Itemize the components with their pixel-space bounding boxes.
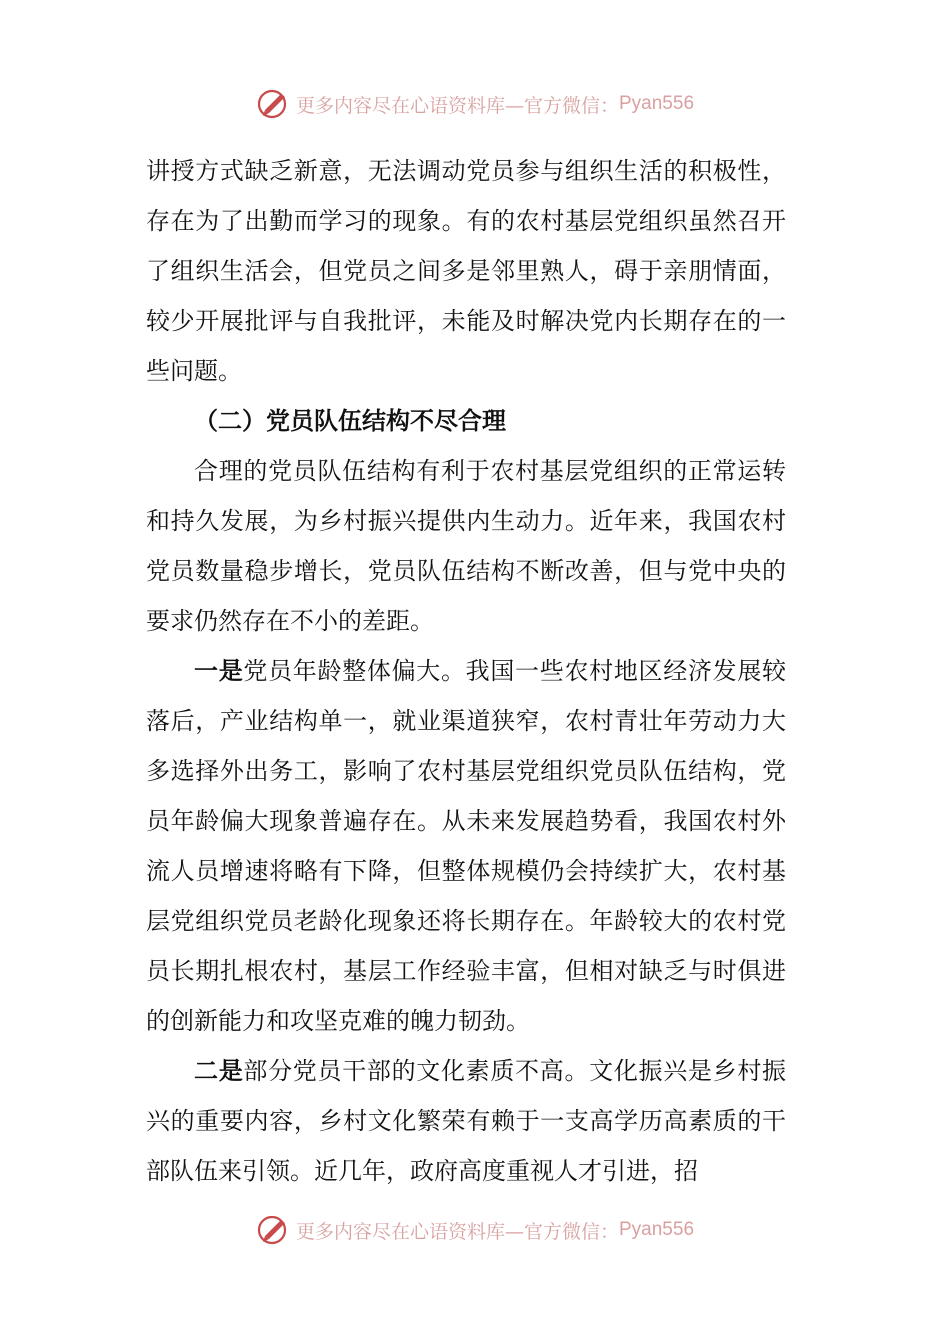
paragraph-point-one <box>146 646 786 1046</box>
header-watermark-text: 更多内容尽在心语资料库—官方微信： <box>295 94 619 117</box>
footer-watermark <box>0 1210 950 1250</box>
point-two-text: 部分党员干部的文化素质不高。文化振兴是乡村振兴的重要内容，乡村文化繁荣有赖于一支高学历高素质的干部队伍来引领。近几年，政府高度重视人才引进，招 <box>146 1057 787 1185</box>
footer-wechat-id: Pyan556 <box>619 1219 695 1240</box>
point-two-lead: 二是 <box>194 1057 244 1085</box>
paragraph-intro: 合理的党员队伍结构有利于农村基层党组织的正常运转和持久发展，为乡村振兴提供内生动力。近年来，我国农村党员数量稳步增长，党员队伍结构不断改善，但与党中央的要求仍然存在不小的差距。 <box>146 457 786 635</box>
pen-seal-icon <box>256 1212 292 1248</box>
section-heading: （二）党员队伍结构不尽合理 <box>194 407 506 435</box>
pen-seal-icon <box>256 86 292 122</box>
document-body <box>146 146 786 1196</box>
point-one-text: 党员年龄整体偏大。我国一些农村地区经济发展较落后，产业结构单一，就业渠道狭窄，农村青壮年劳动力大多选择外出务工，影响了农村基层党组织党员队伍结构，党员年龄偏大现象普遍存在。从未来发展趋势看，我国农村外流人员增速将略有下降，但整体规模仍会持续扩大，农村基层党组织党员老龄化现象还将长期存在。年龄较大的农村党员长期扎根农村，基层工作经验丰富，但相对缺乏与时俱进的创新能力和攻坚克难的魄力韧劲。 <box>146 657 787 1035</box>
paragraph-point-two <box>146 1046 786 1196</box>
footer-watermark-text: 更多内容尽在心语资料库—官方微信： <box>295 1220 619 1243</box>
header-wechat-id: Pyan556 <box>619 93 695 114</box>
paragraph-continued: 讲授方式缺乏新意，无法调动党员参与组织生活的积极性，存在为了出勤而学习的现象。有的农村基层党组织虽然召开了组织生活会，但党员之间多是邻里熟人，碍于亲朋情面，较少开展批评与自我批评，未能及时解决党内长期存在的一些问题。 <box>146 157 786 385</box>
point-one-lead: 一是 <box>194 657 244 685</box>
header-watermark <box>0 84 950 124</box>
